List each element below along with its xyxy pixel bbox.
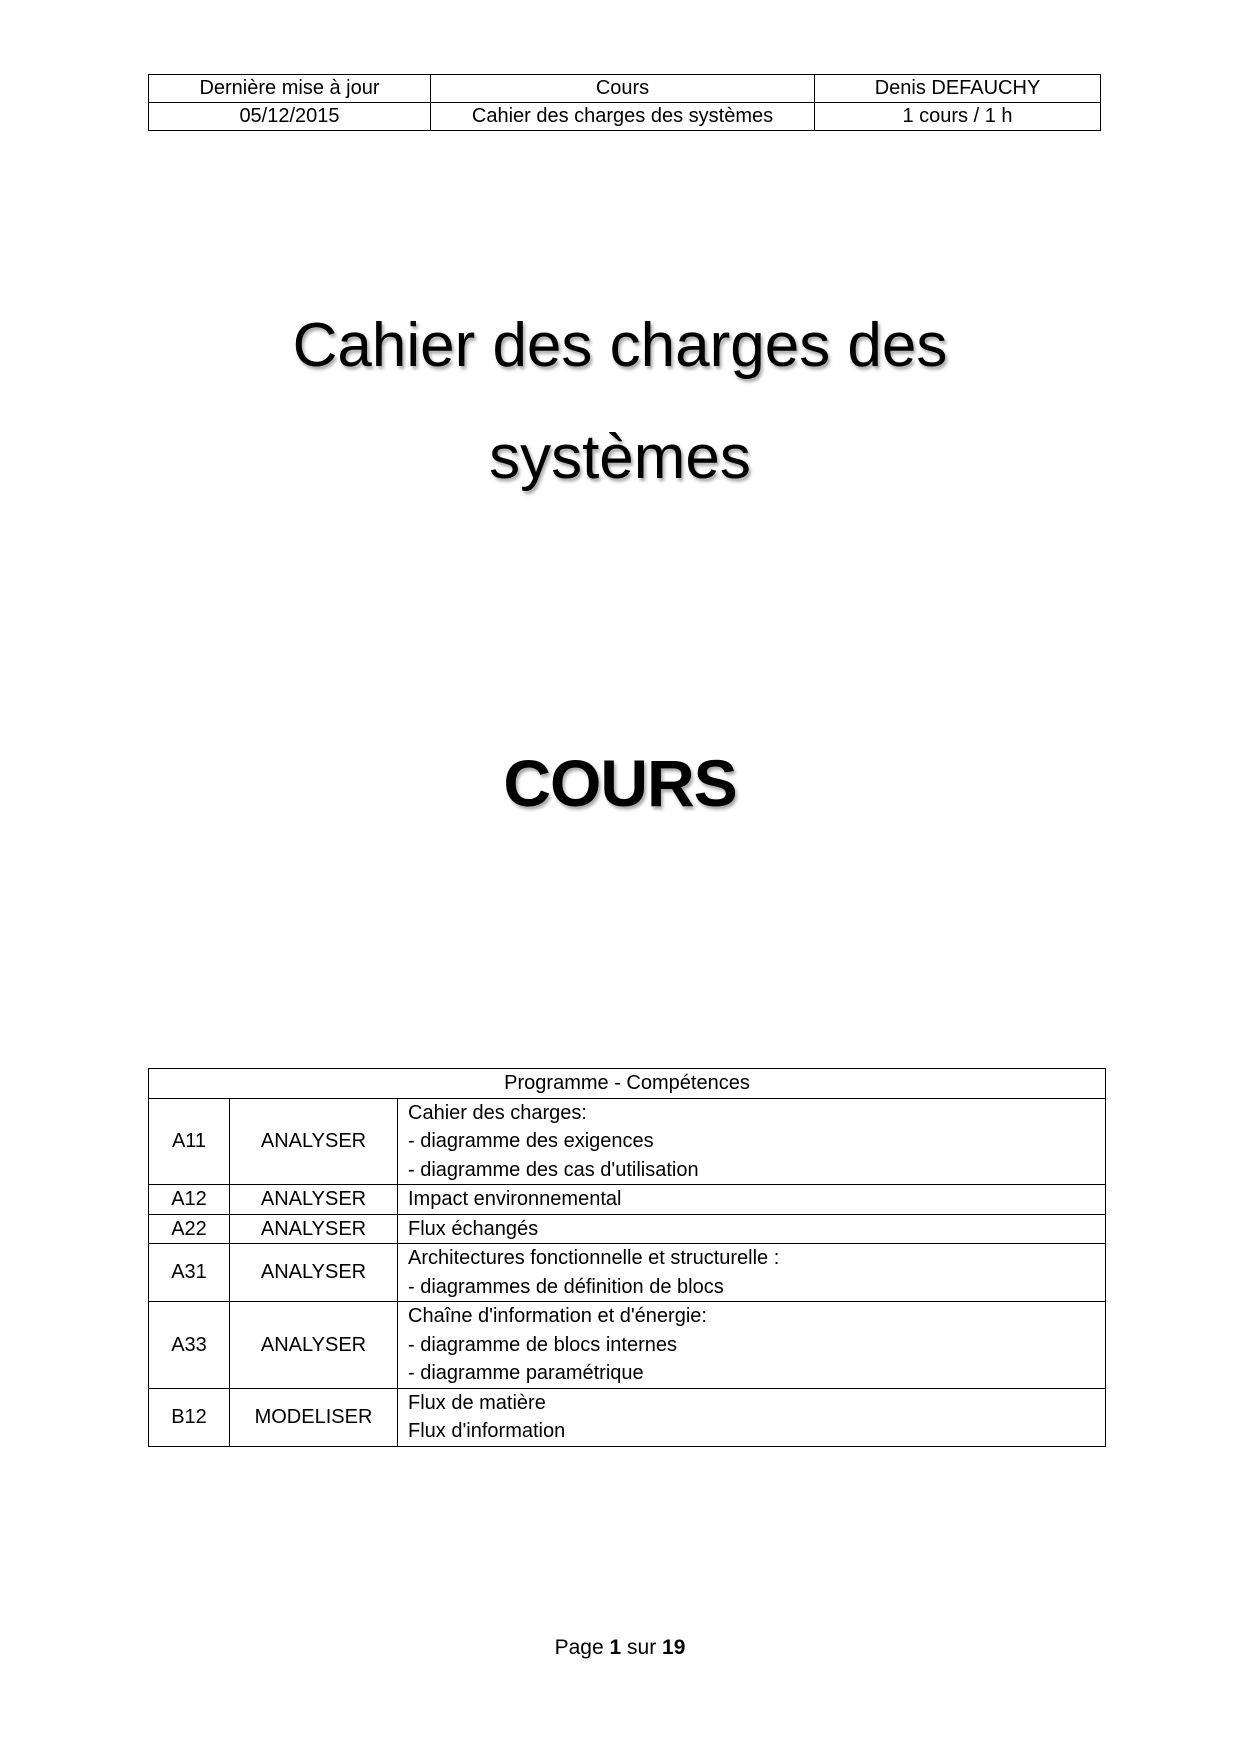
competence-verb: ANALYSER (230, 1302, 398, 1389)
competence-description-line: - diagramme de blocs internes (408, 1333, 678, 1356)
header-table (148, 74, 1101, 131)
competence-description-line: Flux échangés (408, 1217, 539, 1240)
page-title-line-1: Cahier des charges des (292, 311, 948, 380)
competence-description-line: - diagramme paramétrique (408, 1362, 644, 1384)
competence-description-line: - diagramme des exigences (408, 1130, 654, 1152)
programme-row (149, 1214, 1106, 1244)
competence-description (398, 1185, 1106, 1215)
competence-description-line: Architectures fonctionnelle et structurelle : (408, 1247, 780, 1269)
competence-description-line: Chaîne d'information et d'énergie: (408, 1305, 707, 1327)
header-course-title: Cahier des charges des systèmes (431, 103, 815, 131)
programme-row (149, 1388, 1106, 1446)
competence-verb: ANALYSER (230, 1185, 398, 1215)
programme-row (149, 1302, 1106, 1389)
competence-code: A31 (149, 1244, 230, 1302)
header-last-update-label: Dernière mise à jour (149, 75, 431, 103)
header-author: Denis DEFAUCHY (815, 75, 1101, 103)
competence-description-line: Flux de matière (408, 1391, 546, 1414)
competence-verb: ANALYSER (230, 1244, 398, 1302)
competence-code: A33 (149, 1302, 230, 1389)
programme-caption: Programme - Compétences (149, 1069, 1106, 1099)
page-subtitle: COURS (503, 746, 737, 820)
competence-description (398, 1098, 1106, 1185)
programme-row (149, 1244, 1106, 1302)
footer-total-pages: 19 (662, 1636, 686, 1659)
footer-middle: sur (627, 1636, 657, 1659)
competence-verb: ANALYSER (230, 1214, 398, 1244)
programme-table (148, 1068, 1106, 1447)
competence-description (398, 1244, 1106, 1302)
competence-code: B12 (149, 1388, 230, 1446)
header-type-label: Cours (431, 75, 815, 103)
page-title (0, 290, 1240, 514)
competence-code: A11 (149, 1098, 230, 1185)
competence-verb: MODELISER (230, 1388, 398, 1446)
programme-rows (149, 1098, 1106, 1446)
competence-code: A12 (149, 1185, 230, 1215)
header-date: 05/12/2015 (149, 103, 431, 131)
page-footer (0, 1636, 1240, 1660)
header-row-1 (149, 75, 1101, 103)
competence-description-line: - diagramme des cas d'utilisation (408, 1158, 699, 1181)
competence-description-line: Impact environnemental (408, 1188, 622, 1210)
competence-description-line: Cahier des charges: (408, 1101, 587, 1124)
footer-current-page: 1 (609, 1636, 622, 1659)
competence-description (398, 1214, 1106, 1244)
programme-caption-row (149, 1069, 1106, 1099)
competence-description-line: Flux d'information (408, 1420, 566, 1442)
competence-code: A22 (149, 1214, 230, 1244)
competence-description (398, 1388, 1106, 1446)
header-duration: 1 cours / 1 h (815, 103, 1101, 131)
competence-description (398, 1302, 1106, 1389)
competence-description-line: - diagrammes de définition de blocs (408, 1275, 724, 1298)
page-title-line-2: systèmes (489, 423, 751, 492)
header-row-2 (149, 103, 1101, 131)
footer-prefix: Page (554, 1636, 604, 1659)
competence-verb: ANALYSER (230, 1098, 398, 1185)
programme-row (149, 1098, 1106, 1185)
programme-row (149, 1185, 1106, 1215)
